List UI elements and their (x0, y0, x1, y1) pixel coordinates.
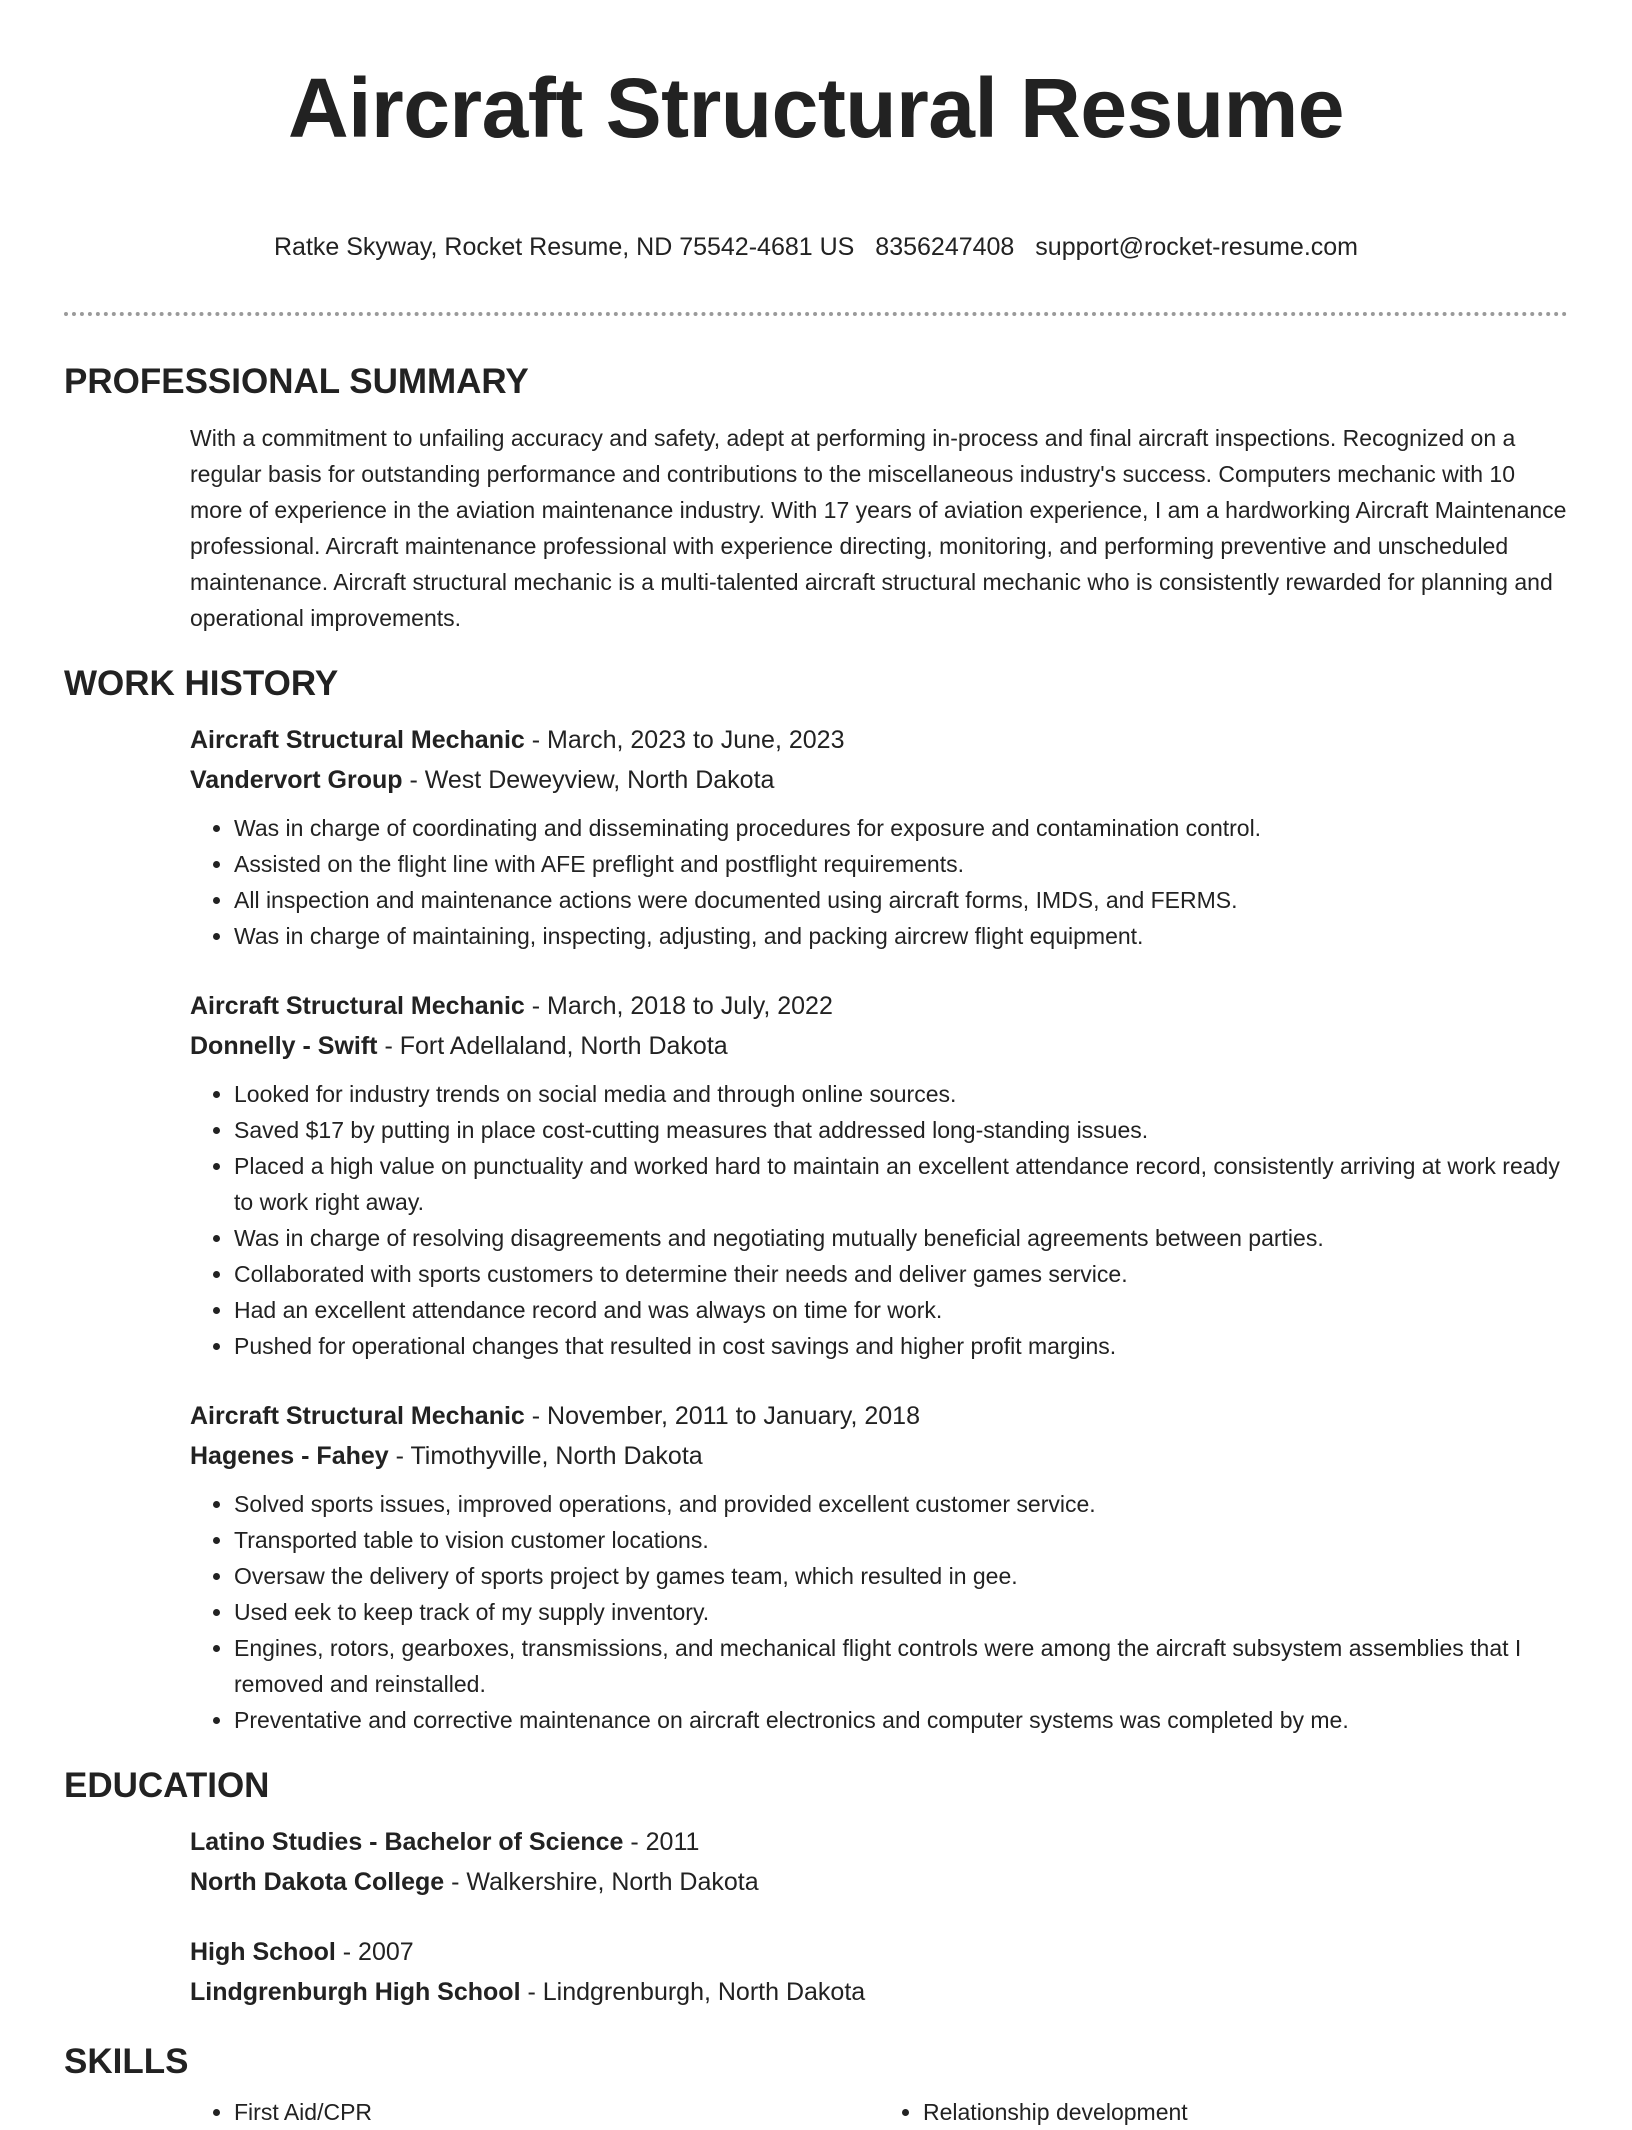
job-company: Donnelly - Swift (190, 1032, 378, 1060)
education-school-line (190, 1972, 1568, 2012)
job-entry (190, 1396, 1568, 1738)
job-title: Aircraft Structural Mechanic (190, 726, 525, 754)
job-company: Hagenes - Fahey (190, 1442, 389, 1470)
education-degree: High School (190, 1938, 336, 1966)
list-item: • Pushed for operational changes that resulted in cost savings and higher profit margins. (234, 1328, 1568, 1364)
contact-email: support@rocket-resume.com (1035, 233, 1359, 261)
contact-phone: 8356247408 (875, 233, 1015, 261)
job-company-line (190, 1436, 1568, 1476)
list-item: • Saved $17 by putting in place cost-cutting measures that addressed long-standing issues. (234, 1112, 1568, 1148)
contact-line (64, 230, 1568, 264)
job-title-line (190, 1396, 1568, 1436)
job-entry (190, 986, 1568, 1364)
job-title-line (190, 720, 1568, 760)
summary-section (64, 420, 1568, 636)
list-item: • Preventative and corrective maintenance on aircraft electronics and computer systems was completed by me. (234, 1702, 1568, 1738)
job-title: Aircraft Structural Mechanic (190, 1402, 525, 1430)
list-item: • Was in charge of resolving disagreements and negotiating mutually beneficial agreements between parties. (234, 1220, 1568, 1256)
job-location: - West Deweyview, North Dakota (402, 766, 775, 794)
summary-heading: PROFESSIONAL SUMMARY (64, 362, 529, 401)
education-heading: EDUCATION (64, 1766, 270, 1805)
list-item: • Was in charge of maintaining, inspecting, adjusting, and packing aircrew flight equipment. (234, 918, 1568, 954)
skills-column-right (879, 2094, 1568, 2130)
education-school-line (190, 1862, 1568, 1902)
list-item: • Was in charge of coordinating and disseminating procedures for exposure and contamination control. (234, 810, 1568, 846)
job-title-line (190, 986, 1568, 1026)
work-section (64, 720, 1568, 1738)
job-location: - Fort Adellaland, North Dakota (377, 1032, 728, 1060)
list-item: • Placed a high value on punctuality and worked hard to maintain an excellent attendance record, consistently arriving at work ready to work right away. (234, 1148, 1568, 1220)
list-item: • Transported table to vision customer locations. (234, 1522, 1568, 1558)
job-bullets (190, 810, 1568, 954)
resume-title: Aircraft Structural Resume (288, 61, 1344, 155)
list-item: • Had an excellent attendance record and was always on time for work. (234, 1292, 1568, 1328)
skills-section (64, 2094, 1568, 2130)
list-item: • Oversaw the delivery of sports project by games team, which resulted in gee. (234, 1558, 1568, 1594)
list-item: • Engines, rotors, gearboxes, transmissions, and mechanical flight controls were among the aircraft subsystem assemblies that I removed and reinstalled. (234, 1630, 1568, 1702)
job-company-line (190, 760, 1568, 800)
work-heading: WORK HISTORY (64, 664, 339, 703)
job-company-line (190, 1026, 1568, 1066)
education-year: - 2011 (623, 1828, 700, 1856)
skills-grid (190, 2094, 1568, 2130)
education-location: - Lindgrenburgh, North Dakota (520, 1978, 866, 2006)
list-item: • Solved sports issues, improved operations, and provided excellent customer service. (234, 1486, 1568, 1522)
job-company: Vandervort Group (190, 766, 403, 794)
list-item: • All inspection and maintenance actions were documented using aircraft forms, IMDS, and FERMS. (234, 882, 1568, 918)
contact-address: Ratke Skyway, Rocket Resume, ND 75542-4681 US (273, 233, 855, 261)
job-entry (190, 720, 1568, 954)
list-item: • Used eek to keep track of my supply inventory. (234, 1594, 1568, 1630)
education-location: - Walkershire, North Dakota (444, 1868, 759, 1896)
job-dates: - November, 2011 to January, 2018 (524, 1402, 920, 1430)
list-item: • Collaborated with sports customers to determine their needs and deliver games service. (234, 1256, 1568, 1292)
education-year: - 2007 (335, 1938, 414, 1966)
job-dates: - March, 2018 to July, 2022 (524, 992, 833, 1020)
education-school: Lindgrenburgh High School (190, 1978, 521, 2006)
job-dates: - March, 2023 to June, 2023 (524, 726, 845, 754)
education-entry (190, 1822, 1568, 1902)
skill-item: • Relationship development (923, 2094, 1568, 2130)
education-degree-line (190, 1822, 1568, 1862)
skills-column-left (190, 2094, 879, 2130)
skills-heading: SKILLS (64, 2042, 189, 2081)
education-degree-line (190, 1932, 1568, 1972)
job-bullets (190, 1076, 1568, 1364)
header-divider (64, 312, 1568, 316)
education-degree: Latino Studies - Bachelor of Science (190, 1828, 624, 1856)
list-item: • Looked for industry trends on social media and through online sources. (234, 1076, 1568, 1112)
skill-item: • First Aid/CPR (234, 2094, 879, 2130)
summary-text: With a commitment to unfailing accuracy and safety, adept at performing in-process and final aircraft inspections. Recognized on a regular basis for outstanding performance and contributions to the miscellaneous industry's success. Computers mechanic with 10 more of experience in the aviation maintenance industry. With 17 years of aviation experience, I am a hardworking Aircraft Maintenance professional. Aircraft maintenance professional with experience directing, monitoring, and performing preventive and unscheduled maintenance. Aircraft structural mechanic is a multi-talented aircraft structural mechanic who is consistently rewarded for planning and operational improvements. (190, 425, 1567, 631)
list-item: • Assisted on the flight line with AFE preflight and postflight requirements. (234, 846, 1568, 882)
job-bullets (190, 1486, 1568, 1738)
job-title: Aircraft Structural Mechanic (190, 992, 525, 1020)
job-location: - Timothyville, North Dakota (388, 1442, 703, 1470)
education-school: North Dakota College (190, 1868, 445, 1896)
education-entry (190, 1932, 1568, 2012)
education-section (64, 1822, 1568, 2012)
